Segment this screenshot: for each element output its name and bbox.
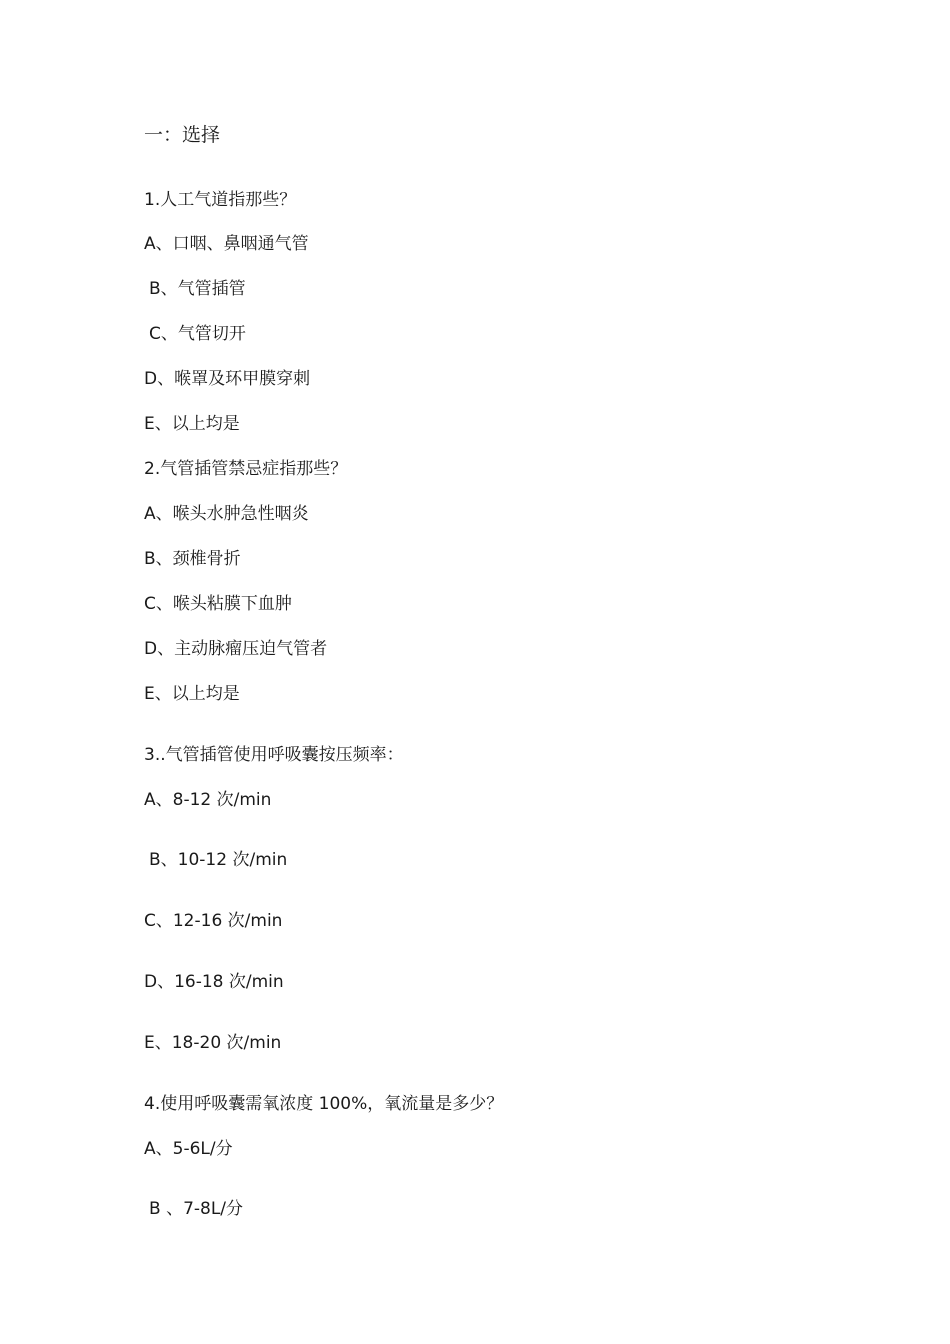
question-1-option-b: B、气管插管 — [149, 279, 246, 299]
question-3-option-a: A、8-12 次/min — [144, 790, 272, 810]
question-1-option-c: C、气管切开 — [149, 324, 246, 344]
question-1-option-d: D、喉罩及环甲膜穿刺 — [144, 369, 311, 389]
question-3-option-e: E、18-20 次/min — [144, 1033, 282, 1053]
question-1: 1.人工气道指那些？ — [144, 190, 297, 210]
question-1-option-e: E、以上均是 — [144, 414, 240, 434]
question-3-option-d: D、16-18 次/min — [144, 972, 284, 992]
question-3-option-b: B、10-12 次/min — [149, 850, 288, 870]
section-title: 一：选择 — [144, 124, 221, 146]
question-4-option-b: B 、7-8L/分 — [149, 1199, 244, 1219]
question-2-option-c: C、喉头粘膜下血肿 — [144, 594, 292, 614]
question-2-option-e: E、以上均是 — [144, 684, 240, 704]
question-3: 3..气管插管使用呼吸囊按压频率： — [144, 745, 404, 765]
question-4-option-a: A、5-6L/分 — [144, 1139, 233, 1159]
question-2-option-a: A、喉头水肿急性咽炎 — [144, 504, 309, 524]
question-4: 4.使用呼吸囊需氧浓度 100%，氧流量是多少？ — [144, 1094, 504, 1114]
question-3-option-c: C、12-16 次/min — [144, 911, 283, 931]
question-2: 2.气管插管禁忌症指那些？ — [144, 459, 348, 479]
question-1-option-a: A、口咽、鼻咽通气管 — [144, 234, 309, 254]
question-2-option-b: B、颈椎骨折 — [144, 549, 241, 569]
question-2-option-d: D、主动脉瘤压迫气管者 — [144, 639, 328, 659]
